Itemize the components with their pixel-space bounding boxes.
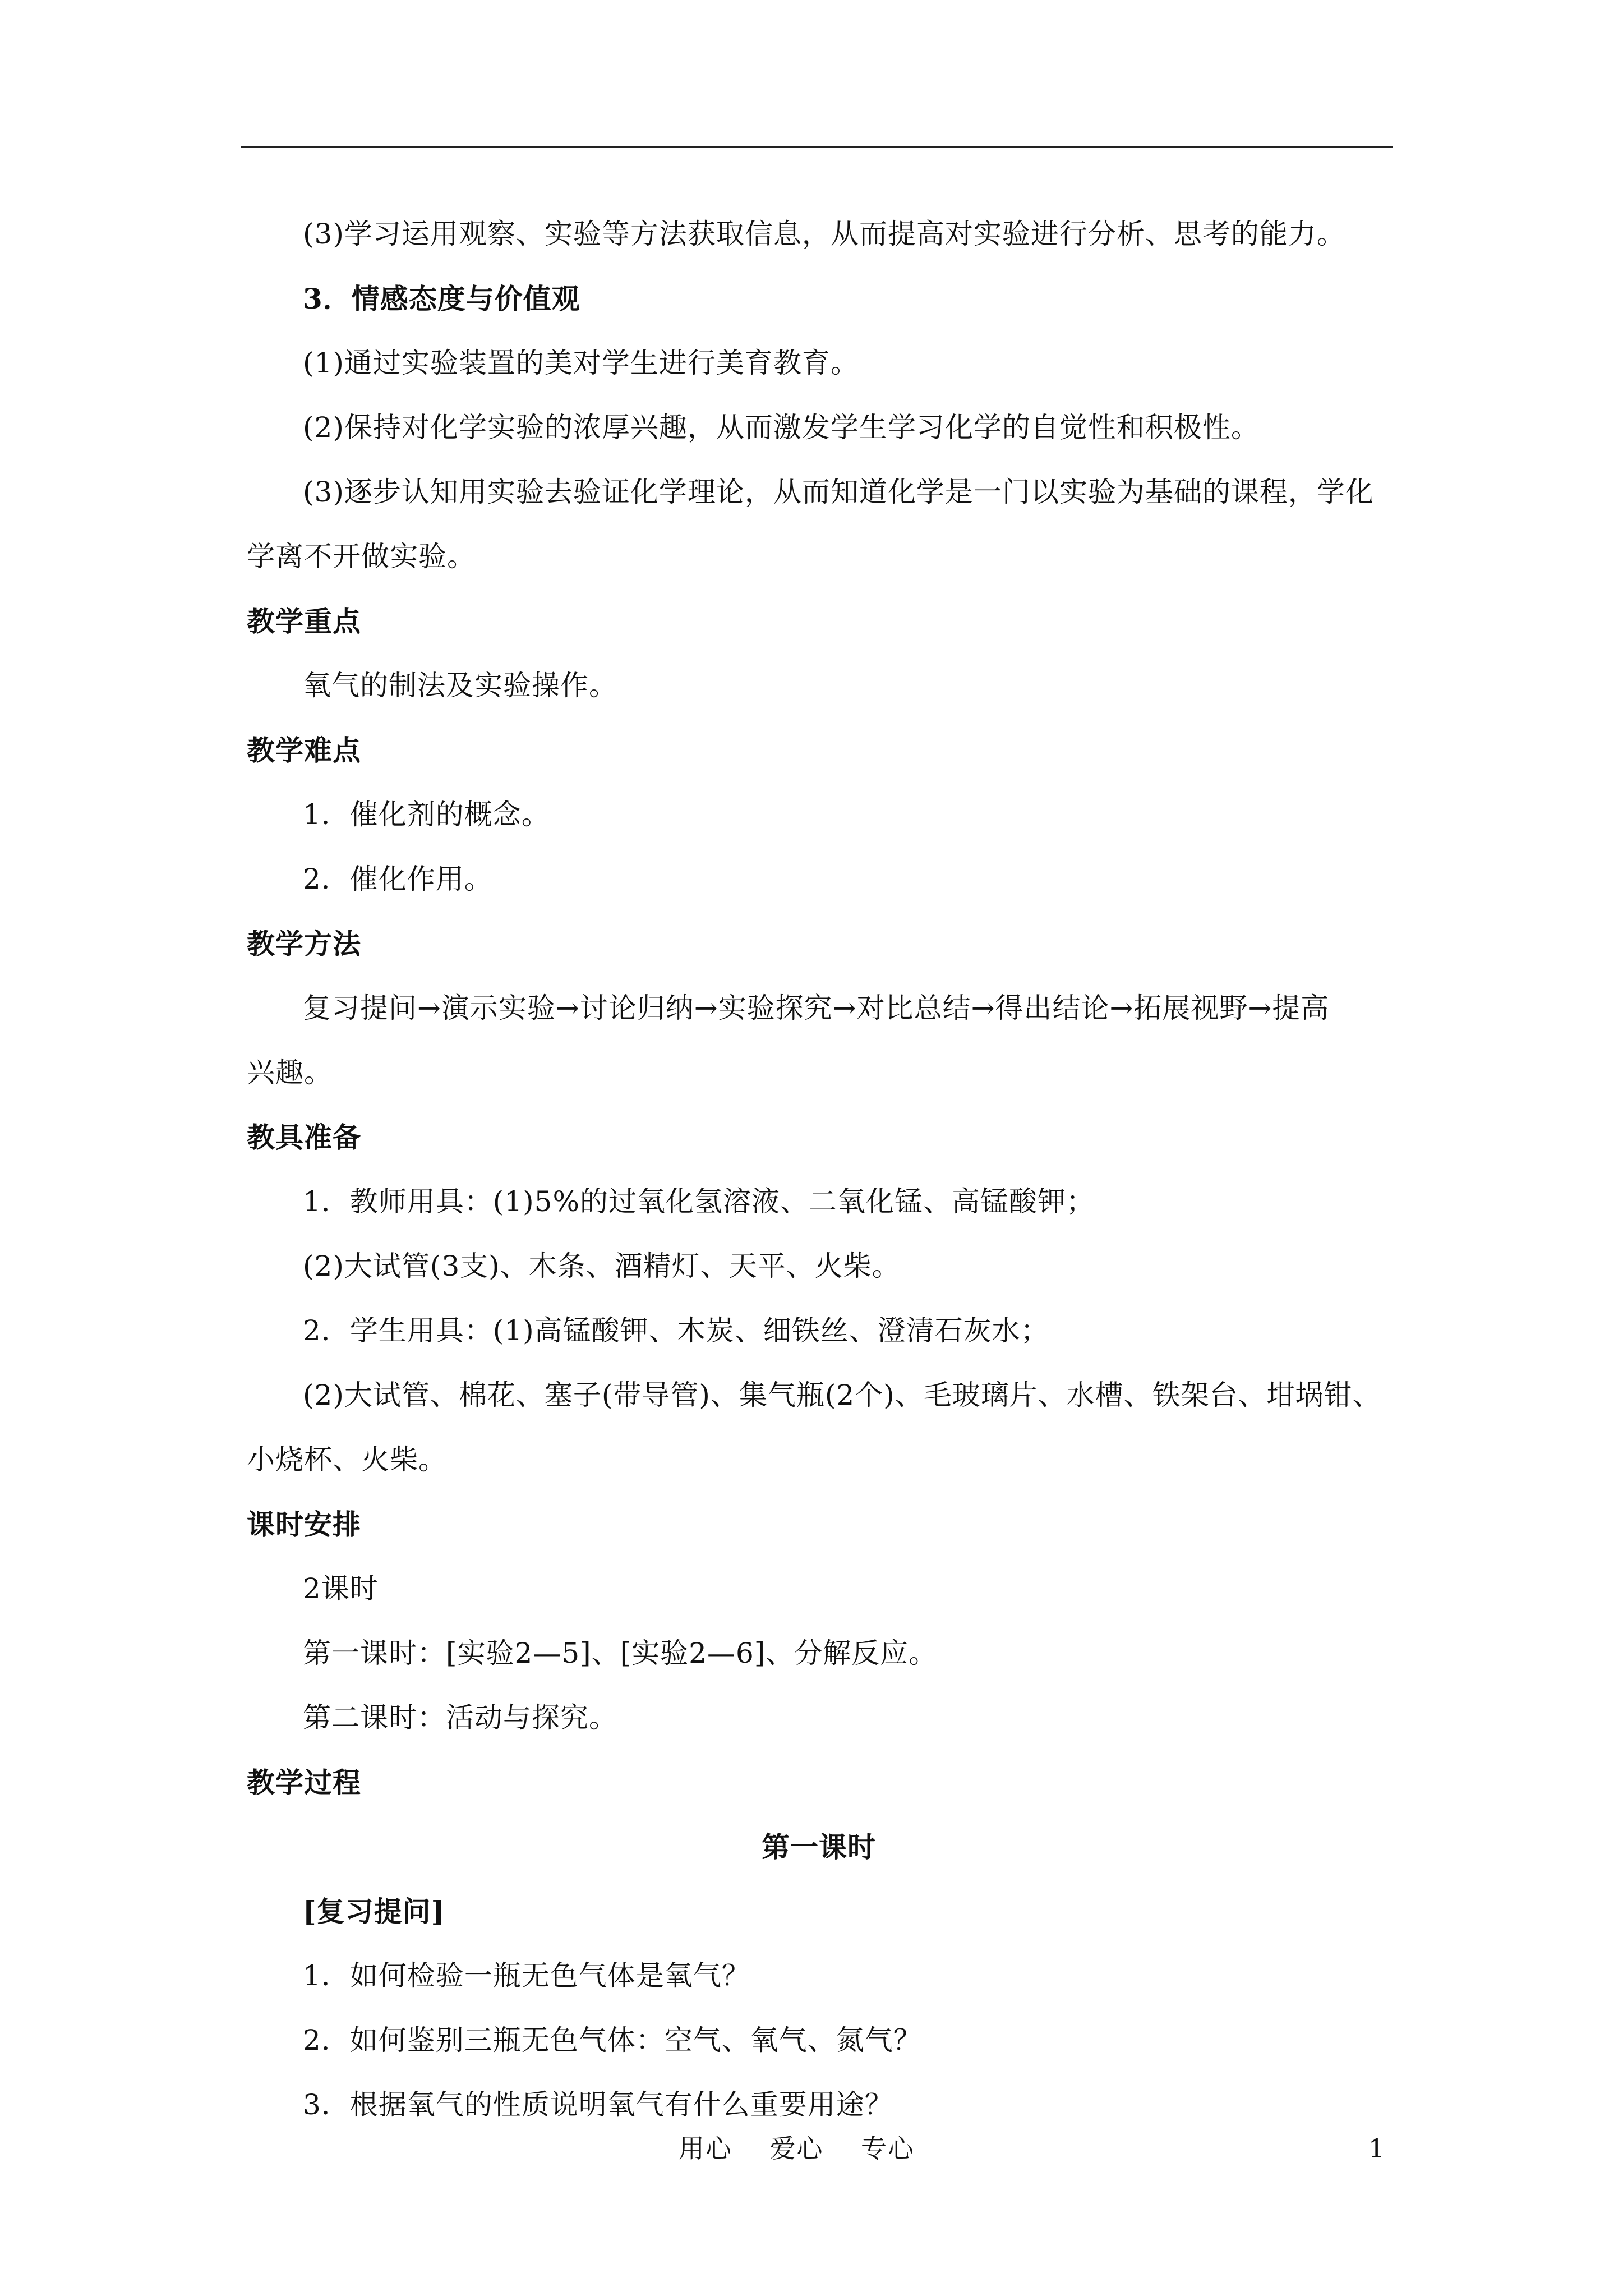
question-item: 1．如何检验一瓶无色气体是氧气？ — [303, 1959, 750, 1992]
paragraph: 第二课时：活动与探究。 — [303, 1701, 617, 1734]
list-item: (2)大试管(3支)、木条、酒精灯、天平、火柴。 — [303, 1250, 901, 1282]
page-number: 1 — [1368, 2133, 1385, 2164]
section-heading: 教学重点 — [247, 605, 361, 638]
document-body — [247, 202, 1391, 2137]
paragraph-continued: 兴趣。 — [247, 1056, 333, 1089]
objective-line-continued: 学离不开做实验。 — [247, 540, 476, 573]
lesson-title: 第一课时 — [762, 1830, 876, 1864]
question-item: 3．根据氧气的性质说明氧气有什么重要用途？ — [303, 2088, 893, 2121]
list-item: 1．催化剂的概念。 — [303, 798, 550, 831]
section-heading: 教学难点 — [247, 734, 361, 767]
objective-line: (1)通过实验装置的美对学生进行美育教育。 — [303, 347, 859, 379]
objective-line: (2)保持对化学实验的浓厚兴趣，从而激发学生学习化学的自觉性和积极性。 — [303, 411, 1260, 444]
section-heading: 教学方法 — [247, 927, 361, 960]
paragraph: 复习提问→演示实验→讨论归纳→实验探究→对比总结→得出结论→拓展视野→提高 — [303, 992, 1330, 1024]
section-heading: 3．情感态度与价值观 — [303, 282, 580, 315]
header-rule — [241, 146, 1393, 148]
section-heading: 教学过程 — [247, 1766, 361, 1799]
paragraph: 氧气的制法及实验操作。 — [303, 669, 617, 702]
objective-line: (3)逐步认知用实验去验证化学理论，从而知道化学是一门以实验为基础的课程，学化 — [303, 476, 1374, 508]
list-item: 2．催化作用。 — [303, 863, 493, 895]
page-footer — [0, 2129, 1623, 2168]
list-item: 2．学生用具：(1)高锰酸钾、木炭、细铁丝、澄清石灰水； — [303, 1314, 1049, 1347]
subsection-label: [复习提问] — [303, 1895, 445, 1928]
paragraph: 第一课时：[实验2—5]、[实验2—6]、分解反应。 — [303, 1637, 938, 1669]
objective-line: (3)学习运用观察、实验等方法获取信息，从而提高对实验进行分析、思考的能力。 — [303, 218, 1345, 250]
list-item: 1．教师用具：(1)5%的过氧化氢溶液、二氧化锰、高锰酸钾； — [303, 1185, 1095, 1218]
list-item: (2)大试管、棉花、塞子(带导管)、集气瓶(2个)、毛玻璃片、水槽、铁架台、坩埚钳、 — [303, 1379, 1381, 1411]
question-item: 2．如何鉴别三瓶无色气体：空气、氧气、氮气？ — [303, 2024, 922, 2056]
section-heading: 教具准备 — [247, 1121, 361, 1154]
section-heading: 课时安排 — [247, 1508, 361, 1541]
footer-motto: 用心 爱心 专心 — [679, 2133, 915, 2164]
paragraph: 2课时 — [303, 1572, 379, 1605]
list-item-continued: 小烧杯、火柴。 — [247, 1443, 447, 1476]
